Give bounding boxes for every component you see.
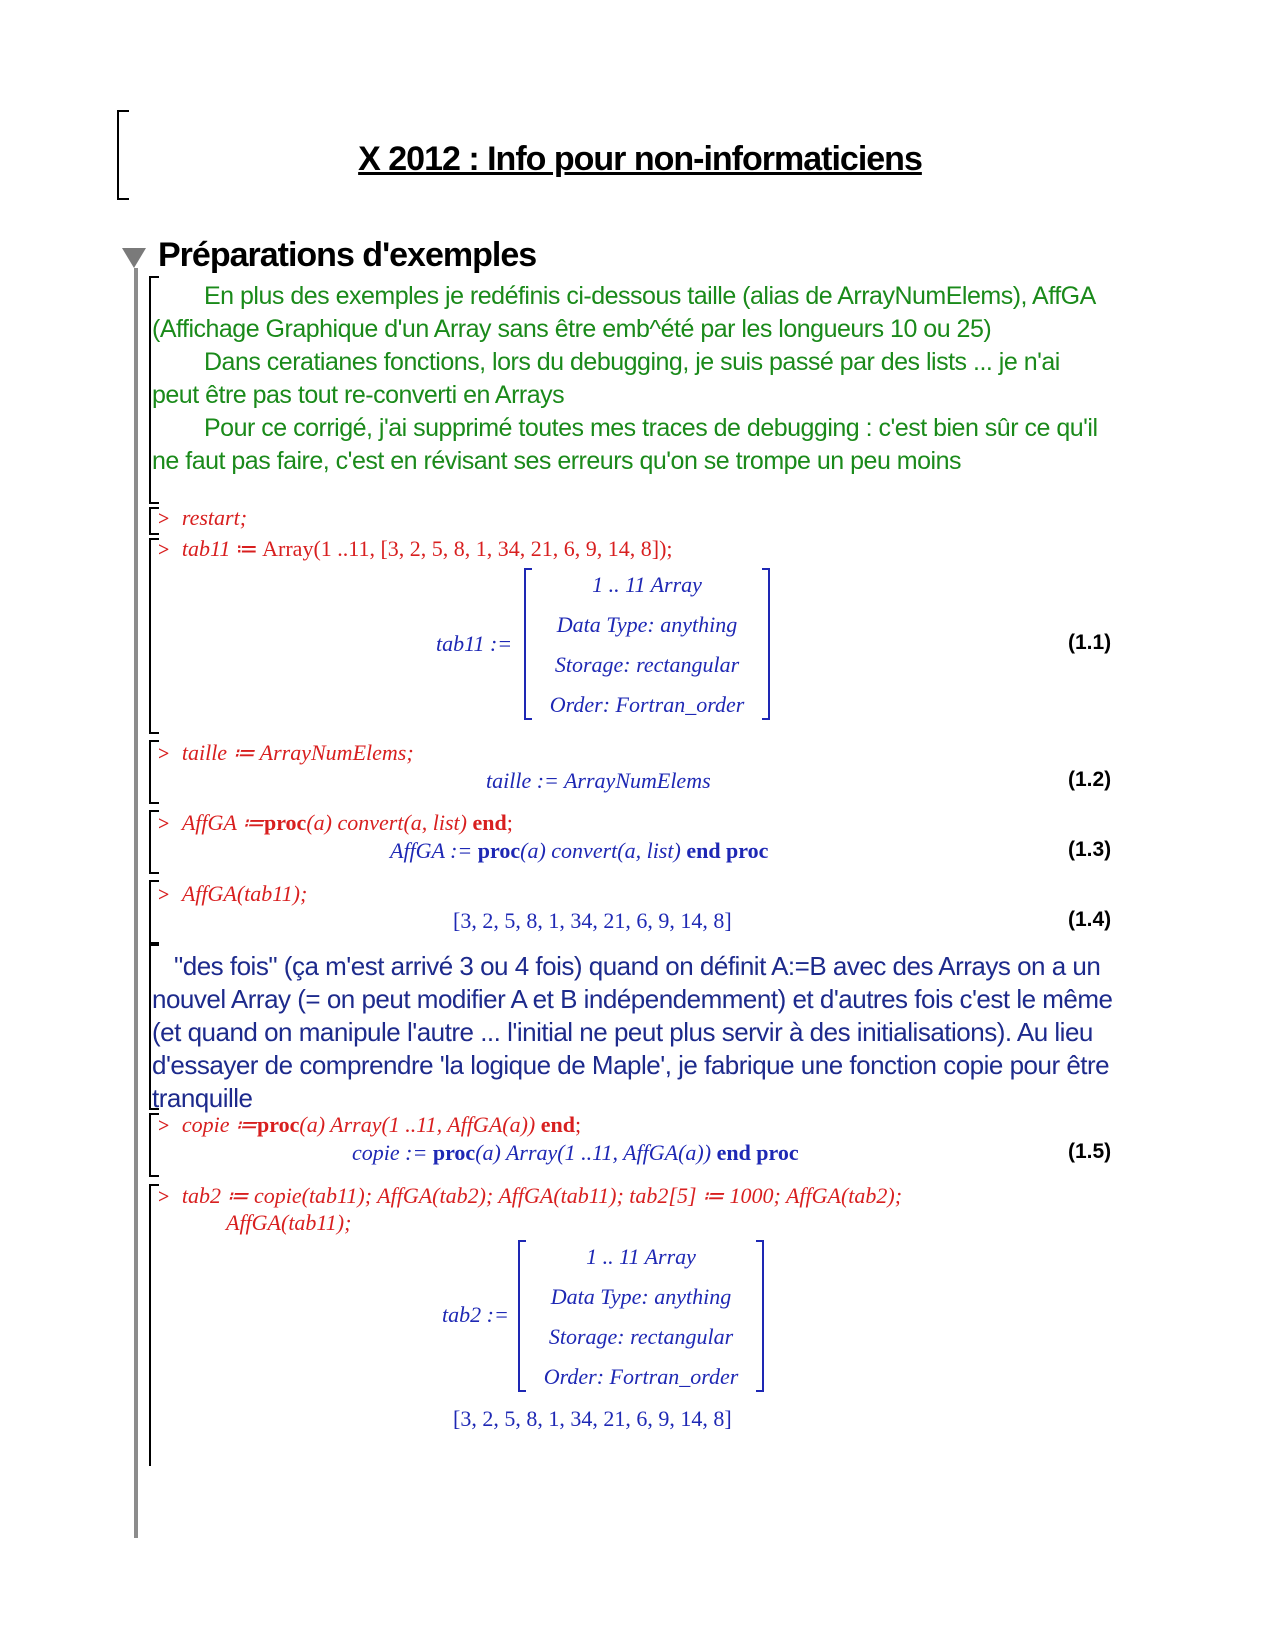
array-row-2: Data Type: anything — [556, 612, 738, 637]
input-line-copie[interactable] — [158, 1112, 581, 1138]
equation-label-1-2: (1.2) — [1068, 768, 1112, 791]
input-line-tab2[interactable] — [158, 1183, 902, 1209]
exec-group-2-bracket — [149, 538, 159, 734]
section-title: Préparations d'exemples — [158, 236, 537, 274]
input-tab11[interactable]: tab11 ≔ Array(1 ..11, [3, 2, 5, 8, 1, 34, 21, 6, 9, 14, 8]); — [181, 536, 673, 561]
note-text — [152, 950, 1122, 1115]
array-row-1: 1 .. 11 Array — [586, 1244, 696, 1269]
prompt-icon: > — [158, 884, 170, 906]
prompt-icon: > — [158, 813, 170, 835]
output-tab2-array — [518, 1240, 764, 1392]
prompt-icon: > — [158, 539, 170, 561]
section-collapse-triangle-icon[interactable] — [122, 248, 146, 268]
prompt-icon: > — [158, 743, 170, 765]
note-paragraph: "des fois" (ça m'est arrivé 3 ou 4 fois) quand on définit A:=B avec des Arrays on a un nouvel Array (= on peut modifier A et B indépendemment) et d'autres fois c'est le même (et quand on manipule l'autre ... l'initial ne peut plus servir à des initialisations). Au lieu d'essayer de comprendre 'la logique de Maple', je fabrique une fonction copie pour être tranquille — [152, 951, 1113, 1113]
array-row-1: 1 .. 11 Array — [592, 572, 702, 597]
output-tab11-array — [524, 568, 770, 720]
prompt-icon: > — [158, 508, 170, 530]
array-row-4: Order: Fortran_order — [549, 692, 745, 717]
input-tab2-line-2[interactable]: AffGA(tab11); — [226, 1210, 352, 1235]
input-copie[interactable]: copie ≔proc(a) Array(1 ..11, AffGA(a)) end; — [181, 1112, 582, 1137]
input-line-affga[interactable] — [158, 810, 513, 836]
section-bar — [134, 268, 138, 1538]
input-restart[interactable]: restart; — [181, 505, 248, 530]
equation-label-1-1: (1.1) — [1068, 631, 1112, 654]
prompt-icon: > — [158, 1186, 170, 1208]
input-affga-tab11[interactable]: AffGA(tab11); — [181, 881, 308, 906]
output-copie: copie := proc(a) Array(1 ..11, AffGA(a)) end proc — [352, 1140, 799, 1165]
input-tab2-line-1[interactable]: tab2 ≔ copie(tab11); AffGA(tab2); AffGA(tab11); tab2[5] ≔ 1000; AffGA(tab2); — [181, 1183, 903, 1208]
array-row-2: Data Type: anything — [550, 1284, 732, 1309]
equation-label-1-5: (1.5) — [1068, 1140, 1112, 1163]
input-line-affga-tab11[interactable] — [158, 881, 307, 907]
output-list-tab2: [3, 2, 5, 8, 1, 34, 21, 6, 9, 14, 8] — [453, 1406, 732, 1431]
intro-text — [152, 280, 1102, 478]
input-line-restart[interactable] — [158, 505, 247, 531]
intro-paragraph-1: En plus des exemples je redéfinis ci-dessous taille (alias de ArrayNumElems), AffGA (Affichage Graphique d'un Array sans être emb^été par les longueurs 10 ou 25) — [152, 282, 1095, 343]
array-row-3: Storage: rectangular — [548, 1324, 734, 1349]
output-affga: AffGA := proc(a) convert(a, list) end proc — [390, 838, 769, 863]
array-row-4: Order: Fortran_order — [543, 1364, 739, 1389]
exec-group-7-bracket — [149, 1184, 159, 1466]
output-tab2-label: tab2 := — [442, 1302, 509, 1327]
prompt-icon: > — [158, 1115, 170, 1137]
output-taille: taille := ArrayNumElems — [486, 768, 711, 793]
array-row-3: Storage: rectangular — [554, 652, 740, 677]
output-list-tab11: [3, 2, 5, 8, 1, 34, 21, 6, 9, 14, 8] — [453, 908, 732, 933]
equation-label-1-3: (1.3) — [1068, 838, 1112, 861]
input-line-tab11[interactable] — [158, 536, 673, 562]
page-title: X 2012 : Info pour non-informaticiens — [358, 140, 922, 178]
output-tab11-label: tab11 := — [436, 631, 513, 656]
intro-paragraph-2: Dans ceratianes fonctions, lors du debugging, je suis passé par des lists ... je n'ai peut être pas tout re-converti en Arrays — [152, 348, 1060, 409]
input-affga[interactable]: AffGA ≔proc(a) convert(a, list) end; — [181, 810, 513, 835]
equation-label-1-4: (1.4) — [1068, 908, 1112, 931]
input-line-taille[interactable] — [158, 740, 414, 766]
intro-paragraph-3: Pour ce corrigé, j'ai supprimé toutes mes traces de debugging : c'est bien sûr ce qu'il ne faut pas faire, c'est en révisant ses erreurs qu'on se trompe un peu moins — [152, 414, 1098, 475]
input-taille[interactable]: taille ≔ ArrayNumElems; — [181, 740, 414, 765]
